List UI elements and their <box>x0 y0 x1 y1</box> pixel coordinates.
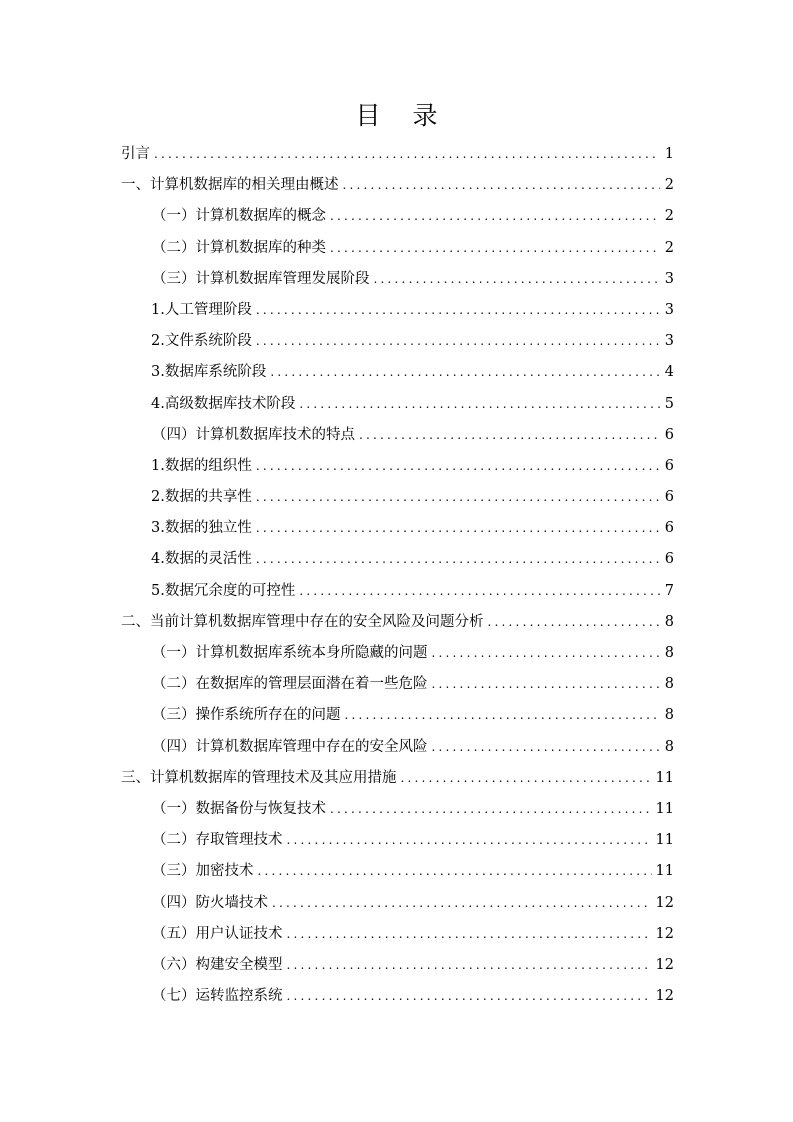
toc-entry-page: 6 <box>664 426 674 443</box>
toc-entry-page: 12 <box>655 894 674 911</box>
toc-entry[interactable] <box>121 669 674 700</box>
toc-entry[interactable] <box>121 794 674 825</box>
toc-leader-dots <box>330 201 660 232</box>
toc-entry[interactable] <box>121 201 674 232</box>
toc-entry-page: 11 <box>655 800 674 817</box>
toc-entry-label: 2.数据的共享性 <box>151 489 252 506</box>
toc-entry-page: 8 <box>664 738 674 755</box>
toc-entry-label: 3.数据的独立性 <box>151 520 252 537</box>
toc-entry[interactable] <box>121 981 674 1012</box>
toc-entry-page: 6 <box>664 457 674 474</box>
toc-entry[interactable] <box>121 576 674 607</box>
toc-entry[interactable] <box>121 170 674 201</box>
toc-leader-dots <box>299 389 660 420</box>
toc-entry-page: 6 <box>664 551 674 568</box>
toc-entry-label: 一、计算机数据库的相关理由概述 <box>121 177 339 194</box>
toc-entry-label: 4.数据的灵活性 <box>151 551 252 568</box>
toc-entry-label: 3.数据库系统阶段 <box>151 364 267 381</box>
toc-entry[interactable] <box>121 607 674 638</box>
toc-entry-label: 2.文件系统阶段 <box>151 333 252 350</box>
toc-leader-dots <box>256 326 660 357</box>
toc-entry[interactable] <box>121 295 674 326</box>
toc-leader-dots <box>258 856 652 887</box>
toc-entry-page: 3 <box>664 270 674 287</box>
toc-entry-label: （五）用户认证技术 <box>152 925 283 942</box>
toc-entry-label: 二、当前计算机数据库管理中存在的安全风险及问题分析 <box>121 613 484 630</box>
toc-entry-label: （四）计算机数据库管理中存在的安全风险 <box>152 738 428 755</box>
toc-entry[interactable] <box>121 638 674 669</box>
toc-entry-page: 1 <box>664 146 674 162</box>
toc-entry-label: （三）加密技术 <box>152 863 254 880</box>
toc-leader-dots <box>287 825 652 856</box>
toc-leader-dots <box>330 233 660 264</box>
toc-leader-dots <box>343 170 661 201</box>
toc-entry[interactable] <box>121 825 674 856</box>
toc-entry[interactable] <box>121 420 674 451</box>
toc-entry-page: 7 <box>664 582 674 599</box>
table-of-contents <box>121 139 674 1012</box>
toc-leader-dots <box>488 607 661 638</box>
toc-entry[interactable] <box>121 763 674 794</box>
toc-entry-page: 5 <box>664 395 674 412</box>
toc-leader-dots <box>330 794 652 825</box>
toc-entry[interactable] <box>121 233 674 264</box>
toc-entry-label: 4.高级数据库技术阶段 <box>151 395 296 412</box>
toc-entry-label: （三）计算机数据库管理发展阶段 <box>152 270 370 287</box>
toc-entry-label: （一）数据备份与恢复技术 <box>152 800 326 817</box>
toc-entry-page: 11 <box>655 832 674 849</box>
toc-entry[interactable] <box>121 919 674 950</box>
toc-leader-dots <box>432 669 661 700</box>
toc-entry[interactable] <box>121 544 674 575</box>
toc-entry-label: （二）在数据库的管理层面潜在着一些危险 <box>152 676 428 693</box>
toc-entry-label: 1.人工管理阶段 <box>151 301 252 318</box>
toc-entry-page: 8 <box>664 645 674 661</box>
page-title: 目 录 <box>355 101 450 130</box>
toc-entry[interactable] <box>121 389 674 420</box>
toc-entry-label: 5.数据冗余度的可控性 <box>151 582 296 599</box>
toc-entry-label: （三）操作系统所存在的问题 <box>152 707 341 724</box>
toc-entry[interactable] <box>121 451 674 482</box>
toc-leader-dots <box>270 357 660 388</box>
toc-leader-dots <box>154 139 660 170</box>
toc-entry[interactable] <box>121 482 674 513</box>
toc-leader-dots <box>256 451 660 482</box>
toc-entry-page: 2 <box>664 239 674 256</box>
toc-entry-page: 12 <box>655 956 674 973</box>
toc-entry-page: 11 <box>655 769 674 786</box>
toc-entry-label: 三、计算机数据库的管理技术及其应用措施 <box>121 769 397 786</box>
toc-leader-dots <box>272 888 652 919</box>
toc-entry-label: （七）运转监控系统 <box>152 988 283 1005</box>
toc-entry[interactable] <box>121 264 674 295</box>
toc-leader-dots <box>287 950 652 981</box>
toc-leader-dots <box>432 732 661 763</box>
toc-leader-dots <box>401 763 652 794</box>
toc-entry-page: 6 <box>664 489 674 506</box>
toc-entry[interactable] <box>121 856 674 887</box>
toc-entry-page: 8 <box>664 707 674 724</box>
toc-entry-page: 8 <box>664 613 674 630</box>
toc-entry[interactable] <box>121 700 674 731</box>
toc-leader-dots <box>345 700 661 731</box>
toc-leader-dots <box>374 264 661 295</box>
toc-leader-dots <box>432 638 661 669</box>
toc-entry[interactable] <box>121 732 674 763</box>
toc-entry-label: 引言 <box>121 146 150 162</box>
toc-entry-label: （二）存取管理技术 <box>152 832 283 849</box>
toc-leader-dots <box>256 513 660 544</box>
toc-entry[interactable] <box>121 357 674 388</box>
toc-entry[interactable] <box>121 326 674 357</box>
toc-entry[interactable] <box>121 513 674 544</box>
toc-leader-dots <box>256 482 660 513</box>
toc-entry-label: （二）计算机数据库的种类 <box>152 239 326 256</box>
toc-entry-page: 2 <box>664 177 674 194</box>
toc-entry[interactable] <box>121 139 674 170</box>
toc-leader-dots <box>287 981 652 1012</box>
toc-entry-page: 4 <box>664 364 674 381</box>
toc-entry-page: 11 <box>655 863 674 880</box>
toc-entry-label: 1.数据的组织性 <box>151 457 252 474</box>
toc-entry-page: 8 <box>664 676 674 693</box>
toc-entry-label: （一）计算机数据库系统本身所隐藏的问题 <box>152 645 428 661</box>
toc-leader-dots <box>299 576 660 607</box>
toc-entry-page: 2 <box>664 208 674 225</box>
toc-entry-page: 12 <box>655 925 674 942</box>
toc-entry[interactable] <box>121 888 674 919</box>
toc-entry-label: （六）构建安全模型 <box>152 956 283 973</box>
toc-entry-page: 12 <box>655 988 674 1005</box>
toc-leader-dots <box>359 420 660 451</box>
toc-entry-label: （四）防火墙技术 <box>152 894 268 911</box>
toc-leader-dots <box>256 295 660 326</box>
toc-leader-dots <box>287 919 652 950</box>
toc-leader-dots <box>256 544 660 575</box>
toc-entry[interactable] <box>121 950 674 981</box>
toc-entry-page: 3 <box>664 333 674 350</box>
toc-entry-page: 6 <box>664 520 674 537</box>
toc-entry-label: （四）计算机数据库技术的特点 <box>152 426 355 443</box>
toc-entry-page: 3 <box>664 301 674 318</box>
toc-entry-label: （一）计算机数据库的概念 <box>152 208 326 225</box>
